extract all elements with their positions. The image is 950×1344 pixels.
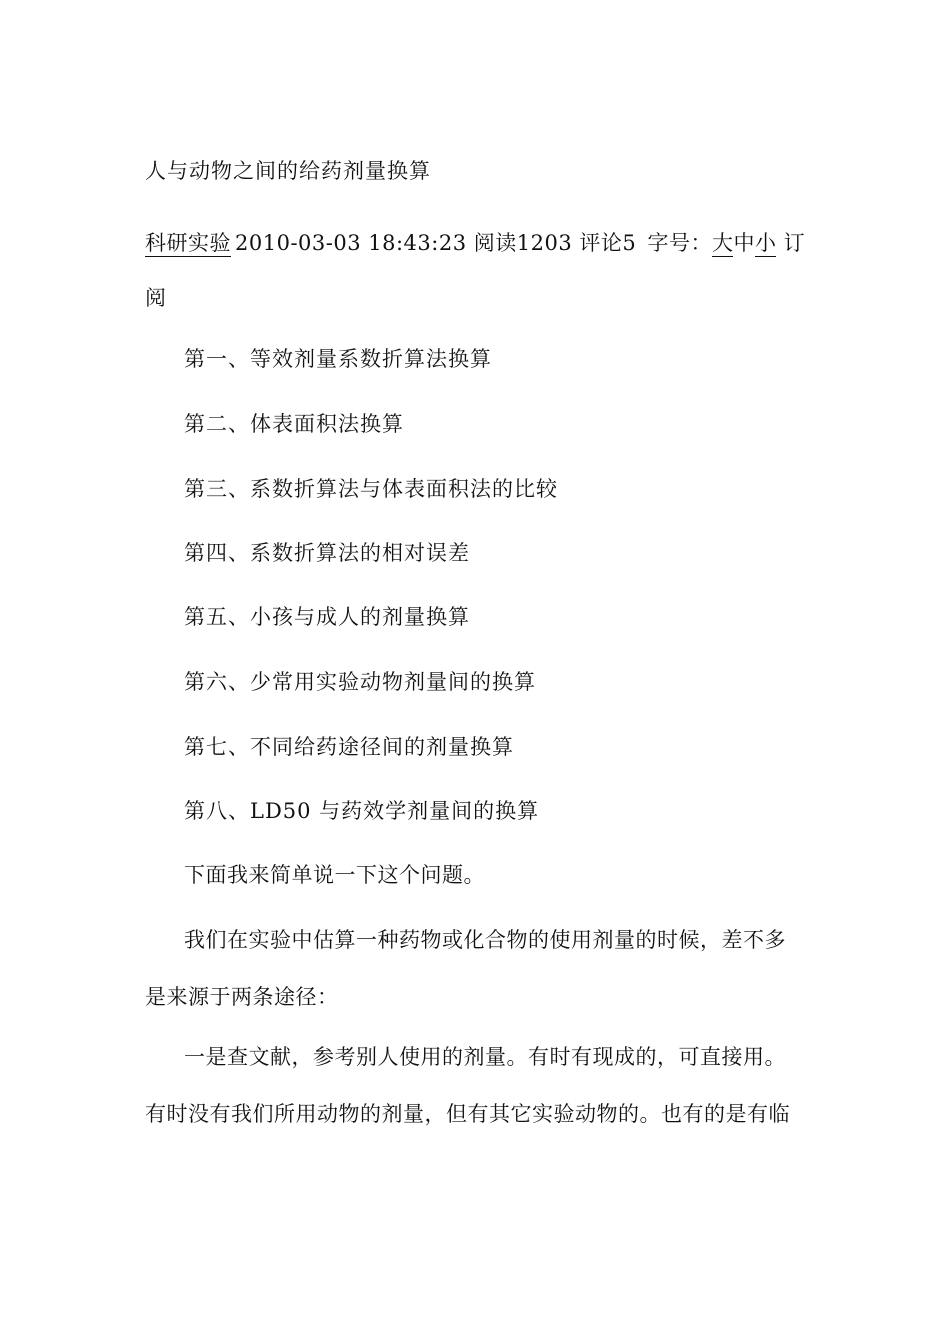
- font-size-large-link[interactable]: 大: [711, 231, 734, 255]
- toc-item-5: 第五、小孩与成人的剂量换算: [184, 605, 470, 629]
- article-title: 人与动物之间的给药剂量换算: [145, 159, 431, 183]
- category-link[interactable]: 科研实验: [145, 231, 231, 255]
- comments-count: 5: [622, 231, 637, 255]
- paragraph-line: 一是查文献，参考别人使用的剂量。有时有现成的，可直接用。: [184, 1045, 786, 1069]
- post-datetime: 2010-03-03 18:43:23: [235, 231, 467, 255]
- font-size-medium-link[interactable]: 中: [733, 231, 755, 255]
- paragraph-line: 下面我来简单说一下这个问题。: [184, 863, 485, 887]
- comments-label: 评论: [579, 231, 623, 255]
- toc-item-4: 第四、系数折算法的相对误差: [184, 541, 470, 565]
- subscribe-link-part1[interactable]: 订: [783, 231, 806, 255]
- toc-item-3: 第三、系数折算法与体表面积法的比较: [184, 477, 558, 501]
- paragraph-line: 有时没有我们所用动物的剂量，但有其它实验动物的。也有的是有临: [145, 1102, 790, 1126]
- subscribe-link-part2[interactable]: 阅: [145, 286, 167, 310]
- toc-item-8: 第八、LD50 与药效学剂量间的换算: [184, 799, 540, 823]
- font-size-small-link[interactable]: 小: [754, 231, 777, 255]
- paragraph-line: 我们在实验中估算一种药物或化合物的使用剂量的时候，差不多: [184, 928, 786, 952]
- toc-item-1: 第一、等效剂量系数折算法换算: [184, 347, 492, 371]
- toc-item-6: 第六、少常用实验动物剂量间的换算: [184, 670, 536, 694]
- reads-count: 1203: [516, 231, 573, 255]
- reads-label: 阅读: [473, 231, 517, 255]
- fontsize-label: 字号：: [647, 231, 712, 255]
- toc-item-2: 第二、体表面积法换算: [184, 412, 404, 436]
- paragraph-line: 是来源于两条途径：: [145, 985, 339, 1009]
- toc-item-7: 第七、不同给药途径间的剂量换算: [184, 735, 514, 759]
